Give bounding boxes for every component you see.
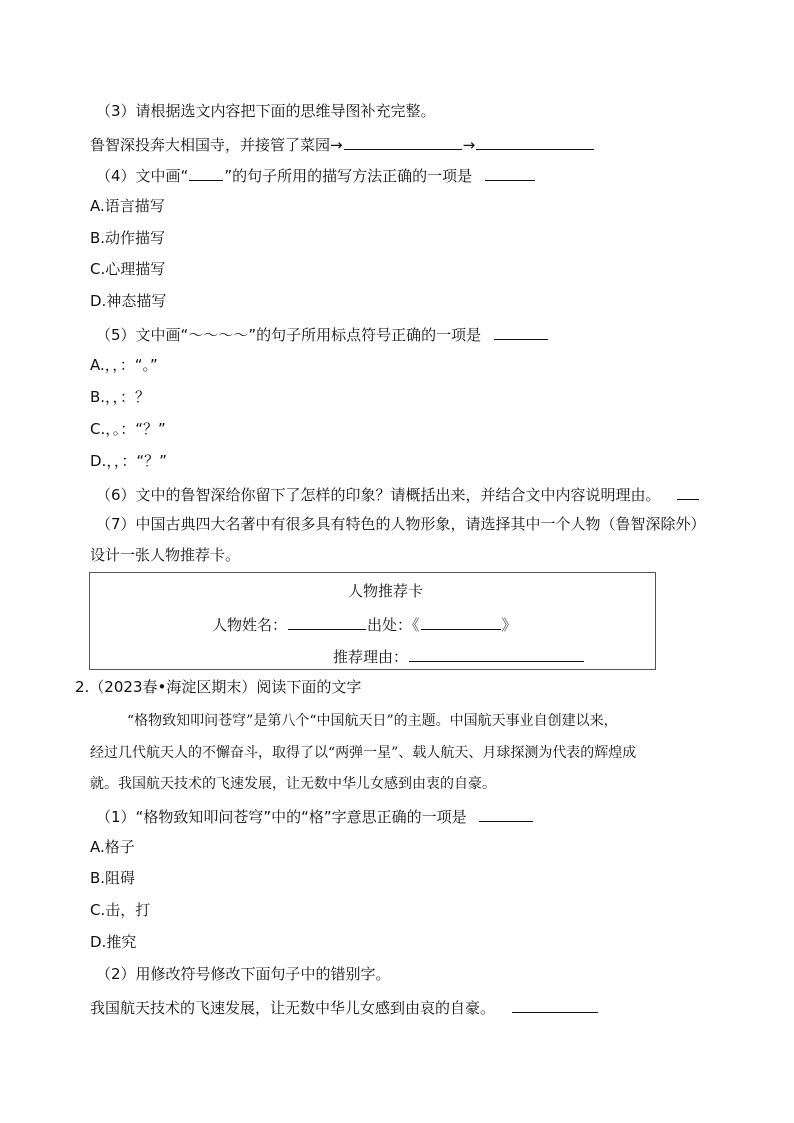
s2q1-option-c[interactable]: C.击，打	[90, 901, 151, 919]
q5-prompt	[96, 323, 549, 345]
q4-option-c[interactable]: C.心理描写	[90, 260, 166, 278]
s2q2-answer-blank[interactable]	[512, 996, 598, 1013]
q4-prompt-post: ”的句子所用的描写方法正确的一项是	[224, 167, 473, 185]
q6-prompt	[96, 483, 700, 505]
card-name-blank[interactable]	[288, 613, 366, 630]
card-name-source-row	[212, 613, 517, 635]
s2q1-option-b[interactable]: B.阻碍	[90, 869, 136, 887]
s2q1-prompt	[96, 805, 534, 827]
s2q2-prompt: （2）用修改符号修改下面句子中的错别字。	[96, 965, 391, 983]
s2q1-answer-blank[interactable]	[479, 805, 533, 822]
passage-line-2: 经过几代航天人的不懈奋斗，取得了以“两弹一星”、载人航天、月球探测为代表的辉煌成	[90, 745, 637, 761]
q6-answer-blank[interactable]	[677, 483, 699, 500]
s2q1-option-d[interactable]: D.推究	[90, 933, 137, 951]
card-source-close: 》	[501, 616, 517, 634]
q4-answer-blank[interactable]	[485, 164, 535, 181]
card-title: 人物推荐卡	[348, 582, 424, 600]
q6-prompt-text: （6）文中的鲁智深给你留下了怎样的印象？请概括出来，并结合文中内容说明理由。	[96, 486, 661, 504]
q7-prompt-line2: 设计一张人物推荐卡。	[90, 546, 241, 564]
passage-line-3: 就。我国航天技术的飞速发展，让无数中华儿女感到由衷的自豪。	[90, 776, 496, 792]
q5-prompt-text: （5）文中画“～～～～”的句子所用标点符号正确的一项是	[96, 326, 482, 344]
card-reason-label: 推荐理由：	[333, 648, 409, 666]
recommendation-card	[89, 572, 656, 670]
q5-option-b[interactable]: B.，，：？	[90, 388, 151, 406]
card-reason-blank[interactable]	[409, 645, 584, 662]
q4-underline-mark	[189, 164, 223, 181]
q5-option-c[interactable]: C.，。：“？”	[90, 420, 166, 438]
q3-flow-start: 鲁智深投奔大相国寺，并接管了菜园→	[90, 136, 343, 154]
s2q2-sentence: 我国航天技术的飞速发展，让无数中华儿女感到由哀的自豪。	[90, 999, 496, 1017]
q4-option-d[interactable]: D.神态描写	[90, 292, 167, 310]
q4-prompt	[96, 164, 536, 186]
card-source-blank[interactable]	[421, 613, 501, 630]
s2q1-prompt-text: （1）“格物致知叩问苍穹”中的“格”字意思正确的一项是	[96, 808, 467, 826]
q5-option-d[interactable]: D.，，：“？”	[90, 452, 167, 470]
q4-option-a[interactable]: A.语言描写	[90, 197, 165, 215]
q3-prompt: （3）请根据选文内容把下面的思维导图补充完整。	[96, 102, 436, 120]
card-source-label: 出处：《	[367, 616, 420, 634]
section2-heading: 2.（2023春•海淀区期末）阅读下面的文字	[75, 678, 362, 696]
q7-prompt-line1: （7）中国古典四大名著中有很多具有特色的人物形象，请选择其中一个人物（鲁智深除外）	[96, 515, 706, 533]
q5-answer-blank[interactable]	[494, 323, 548, 340]
q4-option-b[interactable]: B.动作描写	[90, 229, 166, 247]
s2q1-option-a[interactable]: A.格子	[90, 838, 135, 856]
passage-line-1: “格物致知叩问苍穹”是第八个“中国航天日”的主题。中国航天事业自创建以来，	[127, 713, 618, 729]
q3-arrow: →	[462, 136, 476, 154]
q3-flow-line	[90, 133, 595, 155]
card-reason-row	[333, 645, 585, 667]
q4-prompt-pre: （4）文中画“	[96, 167, 189, 185]
card-name-label: 人物姓名：	[212, 616, 288, 634]
q3-blank-2[interactable]	[476, 133, 594, 150]
q3-blank-1[interactable]	[344, 133, 462, 150]
q5-option-a[interactable]: A.，，：“。”	[90, 356, 158, 374]
s2q2-sentence-row	[90, 996, 599, 1018]
